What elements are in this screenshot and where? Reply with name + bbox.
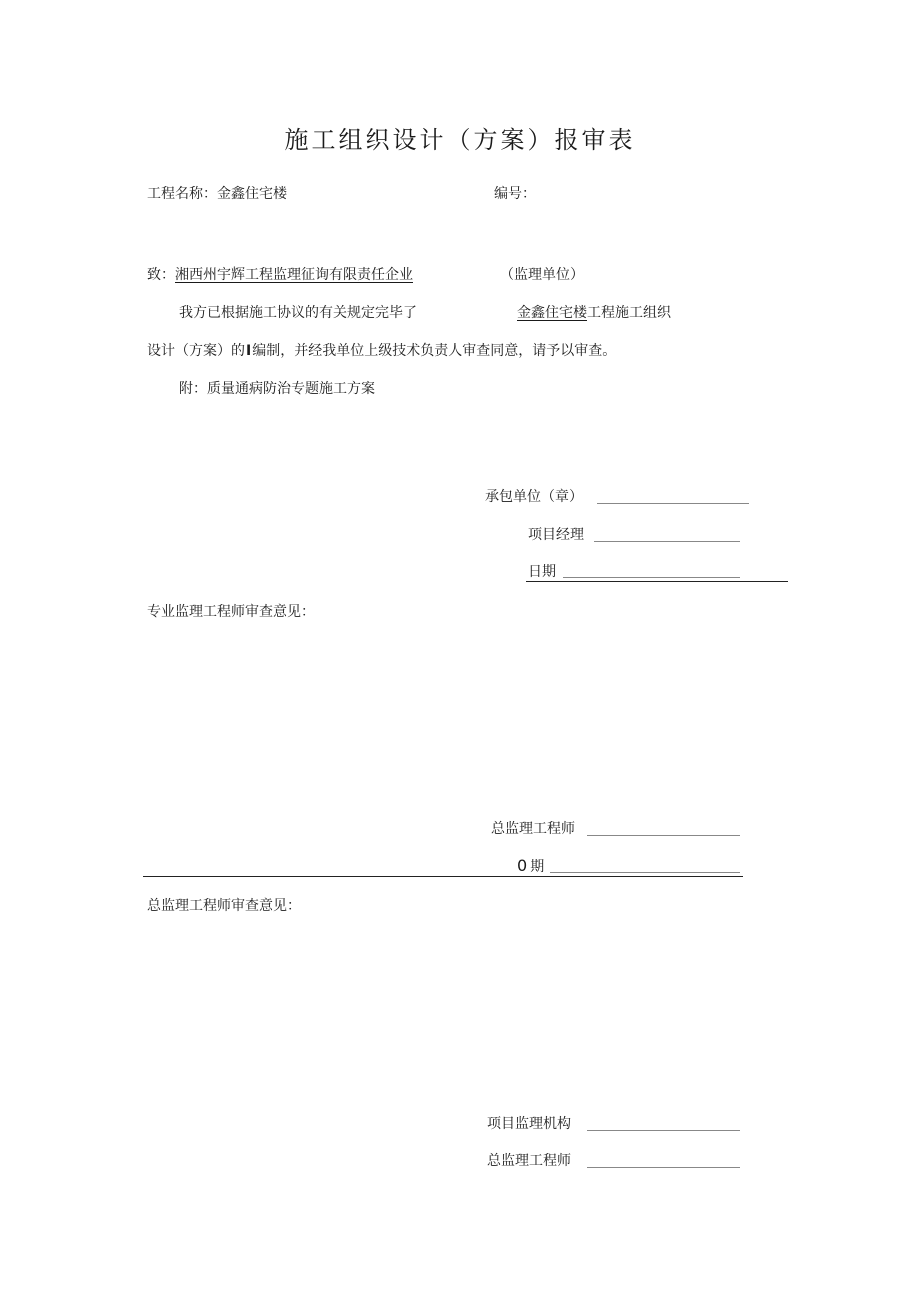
letter-line-1-text: 我方已根据施工协议的有关规定完毕了 [179,305,417,321]
letter-line-1-project [517,304,671,322]
chief-engineer-label: 总监理工程师 [487,1153,571,1169]
unit-type-label: （监理单位） [500,267,584,283]
specialist-section-divider [143,876,743,877]
to-label: 致： [147,267,175,283]
specialist-date-line [550,872,740,873]
chief-engineer-signature-line [587,1167,740,1168]
project-manager-signature-line [594,541,740,542]
project-name-row [147,185,287,203]
letter-line-2-mark: I [246,343,252,359]
specialist-date-row [517,857,544,876]
contractor-unit-signature-line [597,503,749,504]
page-title: 施工组织设计（方案）报审表 [284,126,636,154]
letter-line-2-head: 设计（方案）的 [147,343,245,359]
attachment-line: 附：质量通病防治专题施工方案 [179,381,375,397]
letter-line-2-tail: 编制，并经我单位上级技术负责人审查同意，请予以审查。 [252,343,617,359]
project-name: 金鑫住宅楼 [217,186,287,202]
contractor-unit-label: 承包单位（章） [485,489,583,505]
contractor-date-label: 日期 [528,564,556,580]
letter-project-name: 金鑫住宅楼 [517,305,587,321]
letter-line-1-tail: 工程施工组织 [587,305,671,321]
project-manager-label: 项目经理 [528,527,584,543]
contractor-date-line [563,577,740,578]
recipient-row [147,266,413,284]
specialist-engineer-signature-line [587,835,740,836]
contractor-section-divider [526,581,788,582]
number-label: 编号： [494,186,536,202]
supervision-org-label: 项目监理机构 [487,1116,571,1132]
project-label: 工程名称： [147,186,217,202]
chief-review-heading: 总监理工程师审查意见： [147,898,301,914]
specialist-review-heading: 专业监理工程师审查意见： [147,604,315,620]
specialist-date-label: 期 [530,859,545,875]
letter-line-2 [147,342,616,360]
supervision-unit-name: 湘西州宇辉工程监理征询有限责任企业 [175,267,413,283]
specialist-date-prefix: 0 [517,856,528,875]
specialist-engineer-label: 总监理工程师 [491,821,575,837]
supervision-org-signature-line [587,1130,740,1131]
